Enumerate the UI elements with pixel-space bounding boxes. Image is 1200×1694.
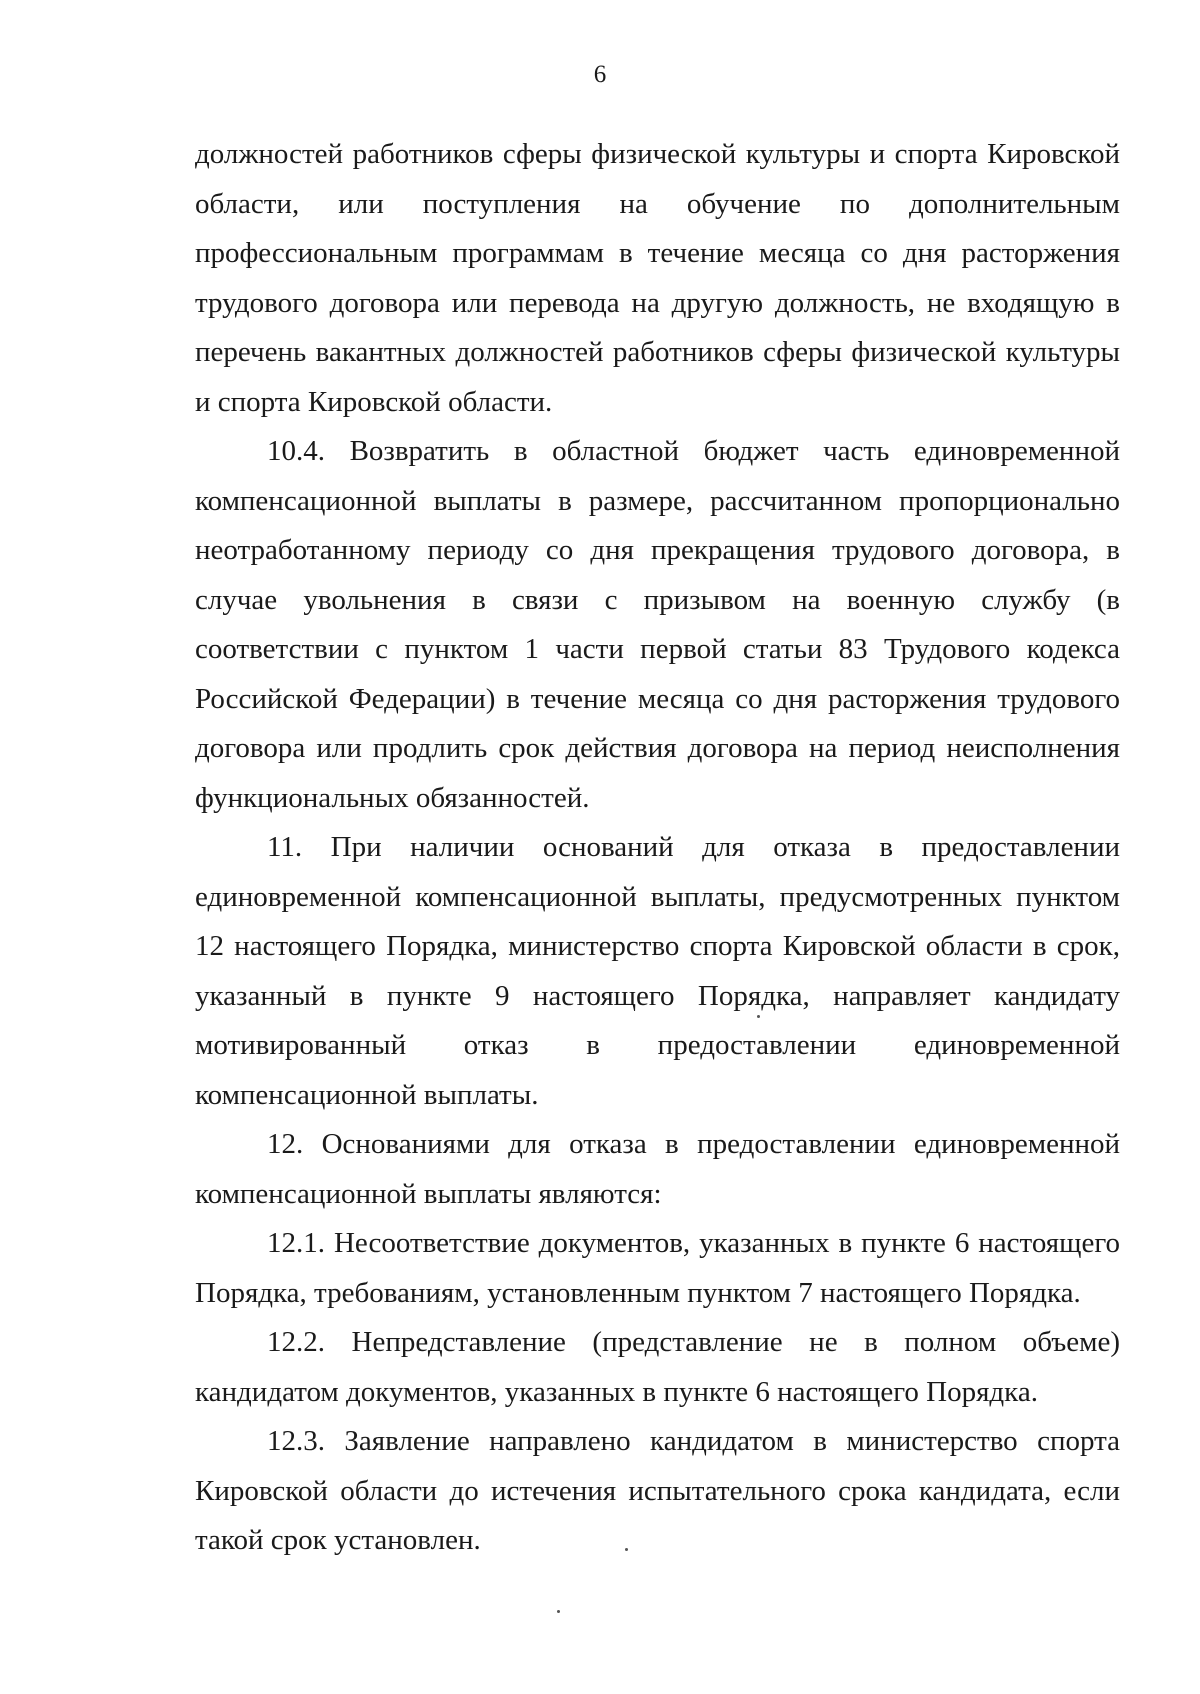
document-body — [195, 130, 1120, 1566]
paragraph-12: 12. Основаниями для отказа в предоставлении единовременной компенсационной выплаты являются: — [195, 1128, 1120, 1210]
scan-speck — [757, 1015, 760, 1018]
paragraph-10-4: 10.4. Возвратить в областной бюджет часть единовременной компенсационной выплаты в размере, рассчитанном пропорционально неотработанному периоду со дня прекращения трудового договора, в случае увольнения в связи с призывом на военную службу (в соответствии с пунктом 1 части первой статьи 83 Трудового кодекса Российской Федерации) в течение месяца со дня расторжения трудового договора или продлить срок действия договора на период неисполнения функциональных обязанностей. — [195, 435, 1120, 814]
paragraph-12-3: 12.3. Заявление направлено кандидатом в министерство спорта Кировской области до истечения испытательного срока кандидата, если такой срок установлен. — [195, 1425, 1120, 1556]
scan-speck — [557, 1610, 560, 1613]
page-number: 6 — [593, 61, 607, 88]
paragraph-11: 11. При наличии оснований для отказа в предоставлении единовременной компенсационной выплаты, предусмотренных пунктом 12 настоящего Порядка, министерство спорта Кировской области в срок, указанный в пункте 9 настоящего Порядка, направляет кандидату мотивированный отказ в предоставлении единовременной компенсационной выплаты. — [195, 831, 1120, 1111]
paragraph-continuation: должностей работников сферы физической культуры и спорта Кировской области, или поступления на обучение по дополнительным профессиональным программам в течение месяца со дня расторжения трудового договора или перевода на другую должность, не входящую в перечень вакантных должностей работников сферы физической культуры и спорта Кировской области. — [195, 138, 1120, 418]
scan-speck — [625, 1548, 628, 1551]
paragraph-12-1: 12.1. Несоответствие документов, указанных в пункте 6 настоящего Порядка, требованиям, установленным пунктом 7 настоящего Порядка. — [195, 1227, 1120, 1309]
paragraph-12-2: 12.2. Непредставление (представление не в полном объеме) кандидатом документов, указанных в пункте 6 настоящего Порядка. — [195, 1326, 1120, 1408]
